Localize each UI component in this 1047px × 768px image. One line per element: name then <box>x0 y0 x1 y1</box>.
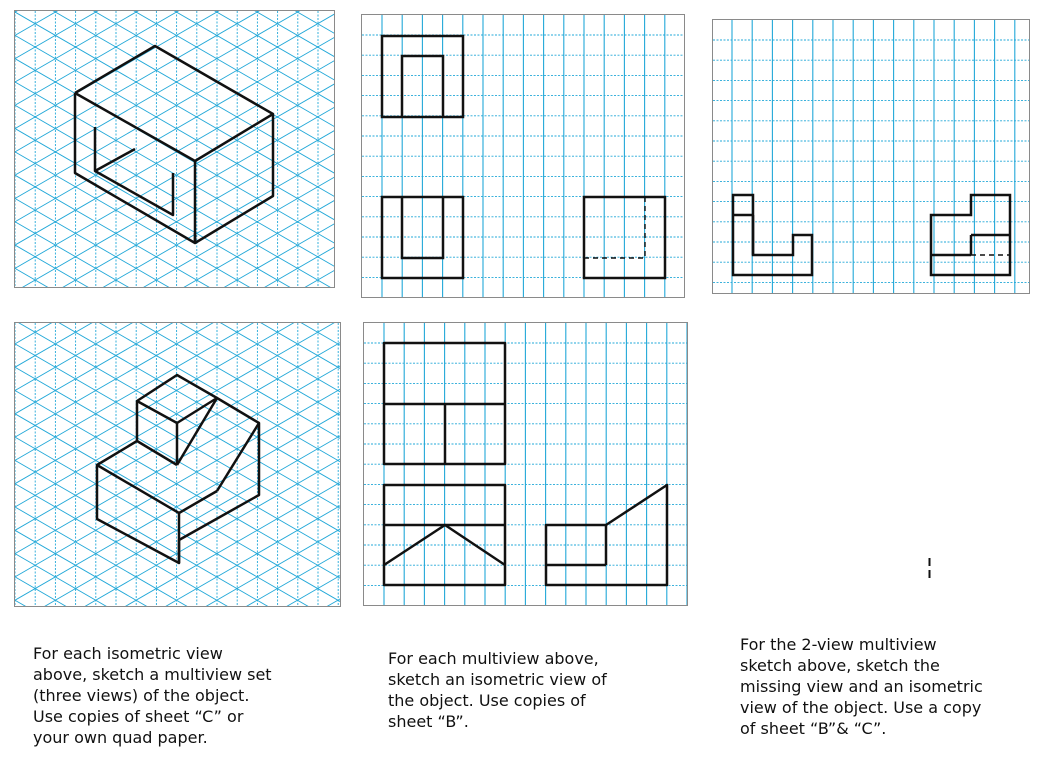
panel-multiview-1 <box>361 14 685 298</box>
caption-line: (three views) of the object. <box>33 686 250 705</box>
panel-two-view-1 <box>712 19 1030 294</box>
front-view <box>382 197 463 278</box>
caption-line: sketch an isometric view of <box>388 670 607 689</box>
caption-left <box>33 643 272 748</box>
caption-middle <box>388 648 607 732</box>
caption-line: the object. Use copies of <box>388 691 586 710</box>
caption-line: Use copies of sheet “C” or <box>33 707 244 726</box>
caption-line: your own quad paper. <box>33 728 208 747</box>
multiview-sketch-2 <box>364 323 688 606</box>
caption-line: missing view and an isometric <box>740 677 983 696</box>
caption-line: For each multiview above, <box>388 649 599 668</box>
panel-isometric-2 <box>14 322 341 607</box>
two-view-sketch <box>713 20 1030 294</box>
isometric-open-box-sketch <box>15 11 335 288</box>
caption-line: sketch above, sketch the <box>740 656 940 675</box>
isometric-stepped-sketch <box>15 323 341 607</box>
caption-line: view of the object. Use a copy <box>740 698 982 717</box>
panel-multiview-2 <box>363 322 688 606</box>
panel-isometric-1 <box>14 10 335 288</box>
small-tick-mark <box>928 558 931 578</box>
caption-line: For each isometric view <box>33 644 223 663</box>
front-view <box>384 485 505 585</box>
multiview-sketch-1 <box>362 15 685 298</box>
caption-line: For the 2-view multiview <box>740 635 937 654</box>
caption-line: sheet “B”. <box>388 712 469 731</box>
top-view <box>382 36 463 117</box>
side-view <box>584 197 665 278</box>
caption-right <box>740 634 983 739</box>
caption-line: above, sketch a multiview set <box>33 665 272 684</box>
caption-line: of sheet “B”& “C”. <box>740 719 887 738</box>
